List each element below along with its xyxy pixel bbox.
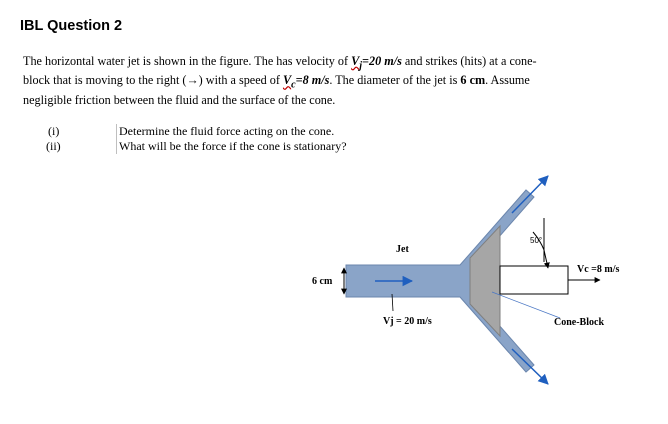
problem-text: . The diameter of the jet is [329, 73, 461, 88]
vj-symbol: V [351, 54, 360, 68]
deflected-flow-arrow [512, 176, 548, 213]
question-heading: IBL Question 2 [20, 18, 123, 34]
cone-leader-line [492, 292, 560, 318]
cone-block [470, 226, 500, 336]
angle-label: 50° [530, 236, 543, 245]
problem-text: block that is moving to the right (→) with a speed of [23, 73, 283, 88]
vj-value: =20 m/s [362, 54, 402, 68]
problem-text: and strikes (hits) at a cone- [401, 54, 537, 68]
diameter-value: 6 cm [460, 73, 486, 88]
question-number: (ii) [46, 139, 61, 153]
problem-text: negligible friction between the fluid and the surface of the cone. [23, 92, 336, 107]
deflected-flow-arrow [512, 349, 548, 384]
angle-leader [544, 250, 548, 268]
cone-stem [500, 266, 568, 294]
problem-text: . Assume [485, 73, 530, 88]
vc-label: Vc =8 m/s [577, 264, 620, 275]
diameter-label: 6 cm [312, 276, 333, 287]
vc-subscript: c [291, 79, 296, 91]
vj-subscript: j [359, 60, 363, 72]
question-number: (i) [48, 124, 60, 138]
cone-block-label: Cone-Block [554, 317, 604, 328]
question-text: What will be the force if the cone is stationary? [119, 139, 347, 153]
problem-text: The horizontal water jet is shown in the figure. The has velocity of [23, 54, 352, 68]
vc-symbol: V [282, 73, 292, 88]
vc-value: =8 m/s [295, 73, 330, 88]
jet-label: Jet [396, 244, 409, 255]
question-text: Determine the fluid force acting on the cone. [119, 124, 335, 138]
vj-label: Vj = 20 m/s [383, 316, 432, 327]
